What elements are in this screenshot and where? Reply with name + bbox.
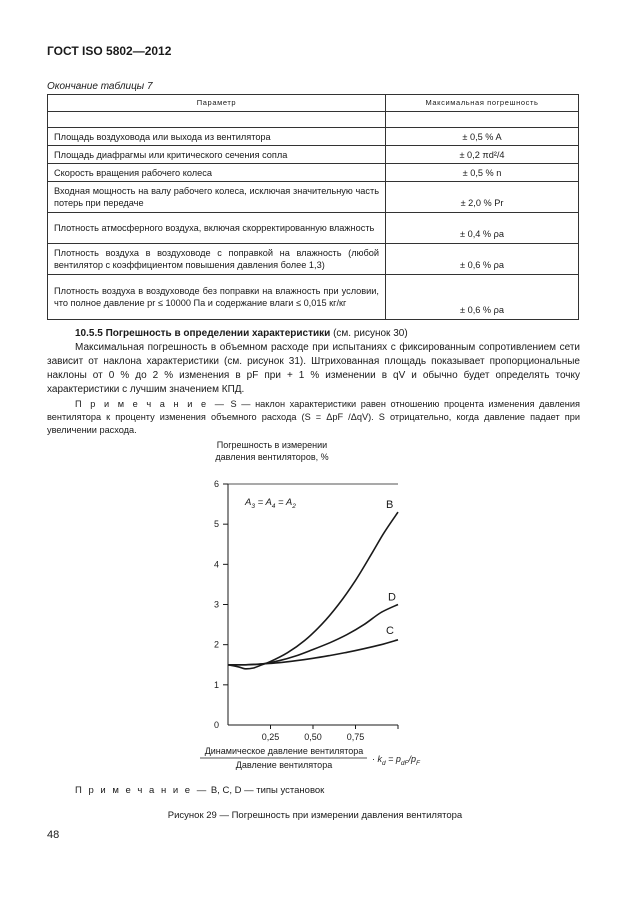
note-2-text: В, С, D — типы установок xyxy=(210,785,325,796)
y-tick-label: 5 xyxy=(213,519,219,530)
error-cell: ± 0,6 % ρa xyxy=(386,244,579,275)
x-axis-title-denominator: Давление вентилятора xyxy=(235,760,333,770)
figure-caption: Рисунок 29 — Погрешность при измерении давления вентилятора xyxy=(167,810,463,821)
note-2 xyxy=(75,785,324,796)
y-tick-label: 1 xyxy=(213,679,219,690)
series-line-d xyxy=(228,605,398,665)
x-axis-title-numerator: Динамическое давление вентилятора xyxy=(204,746,364,756)
param-cell: Плотность воздуха в воздуховоде без поправки на влажность при условии, что полное давление pr ≤ 10000 Па и содержание влаги ≤ 0,015 кг/кг xyxy=(48,275,386,320)
error-cell: ± 0,6 % ρa xyxy=(386,275,579,320)
param-cell: Скорость вращения рабочего колеса xyxy=(48,164,386,182)
section-paragraph: Максимальная погрешность в объемном расходе при испытаниях с фиксированным сопротивлением сети зависит от наклона характеристики (см. рисунок 31). Штрихованная площадь показывает пропорциональные наклоны от 0 % до 2 % изменения в pF при + 1 % изменении в qV и обычно будет определять точку характеристики с лучшим значением КПД. xyxy=(47,342,580,395)
y-tick-label: 4 xyxy=(213,559,219,570)
param-cell: Площадь диафрагмы или критического сечения сопла xyxy=(48,146,386,164)
error-cell: ± 0,2 πd²/4 xyxy=(386,146,579,164)
x-tick-label: 0,50 xyxy=(304,732,322,742)
series-line-b xyxy=(228,512,398,669)
y-tick-label: 3 xyxy=(213,599,219,610)
table-continuation: Окончание таблицы 7 xyxy=(47,81,153,92)
note-1-label: П р и м е ч а н и е — xyxy=(75,399,226,409)
col-param-header: Параметр xyxy=(48,95,386,112)
chart-annotation: A3 = A4 = A2 xyxy=(245,497,296,510)
series-label-c: C xyxy=(386,624,394,637)
y-axis-title-line1: Погрешность в измерении xyxy=(216,440,328,450)
param-cell: Площадь воздуховода или выхода из вентилятора xyxy=(48,128,386,146)
error-cell: ± 0,5 % n xyxy=(386,164,579,182)
section-heading: 10.5.5 Погрешность в определении характеристики xyxy=(75,328,331,339)
note-2-label: П р и м е ч а н и е — xyxy=(75,785,209,796)
col-error-header: Максимальная погрешность xyxy=(386,95,579,112)
error-cell: ± 0,5 % A xyxy=(386,128,579,146)
series-label-b: B xyxy=(386,499,394,512)
param-cell: Плотность атмосферного воздуха, включая скорректированную влажность xyxy=(48,213,386,244)
param-cell: Плотность воздуха в воздуховоде с поправкой на влажность (любой вентилятор с коэффициентом повышения давления более 1,3) xyxy=(48,244,386,275)
series-label-d: D xyxy=(388,591,396,604)
origin-label: 0 xyxy=(213,720,219,730)
error-cell: ± 2,0 % Pr xyxy=(386,182,579,213)
x-tick-label: 0,75 xyxy=(346,732,365,742)
y-tick-label: 6 xyxy=(213,479,219,489)
x-tick-label: 0,25 xyxy=(261,732,280,742)
param-cell: Входная мощность на валу рабочего колеса, исключая значительную часть потерь при передаче xyxy=(48,182,386,213)
y-tick-label: 2 xyxy=(213,639,219,650)
y-axis-title-line2: давления вентиляторов, % xyxy=(215,452,329,462)
plot-area xyxy=(214,479,398,742)
section-heading-ref: (см. рисунок 30) xyxy=(333,328,408,339)
series-line-c xyxy=(228,640,398,665)
page-number: 48 xyxy=(47,829,60,841)
note-1-text: S — наклон характеристики равен отношению процента изменения давления вентилятора к проценту изменения объемного расхода (S = ΔpF /ΔqV). S отрицательно, когда давление падает при увеличении расхода. xyxy=(47,399,580,435)
x-axis-formula: · kd = pdF/pF xyxy=(372,754,420,767)
doc-code: ГОСТ ISO 5802—2012 xyxy=(47,44,172,58)
error-cell: ± 0,4 % ρa xyxy=(386,213,579,244)
